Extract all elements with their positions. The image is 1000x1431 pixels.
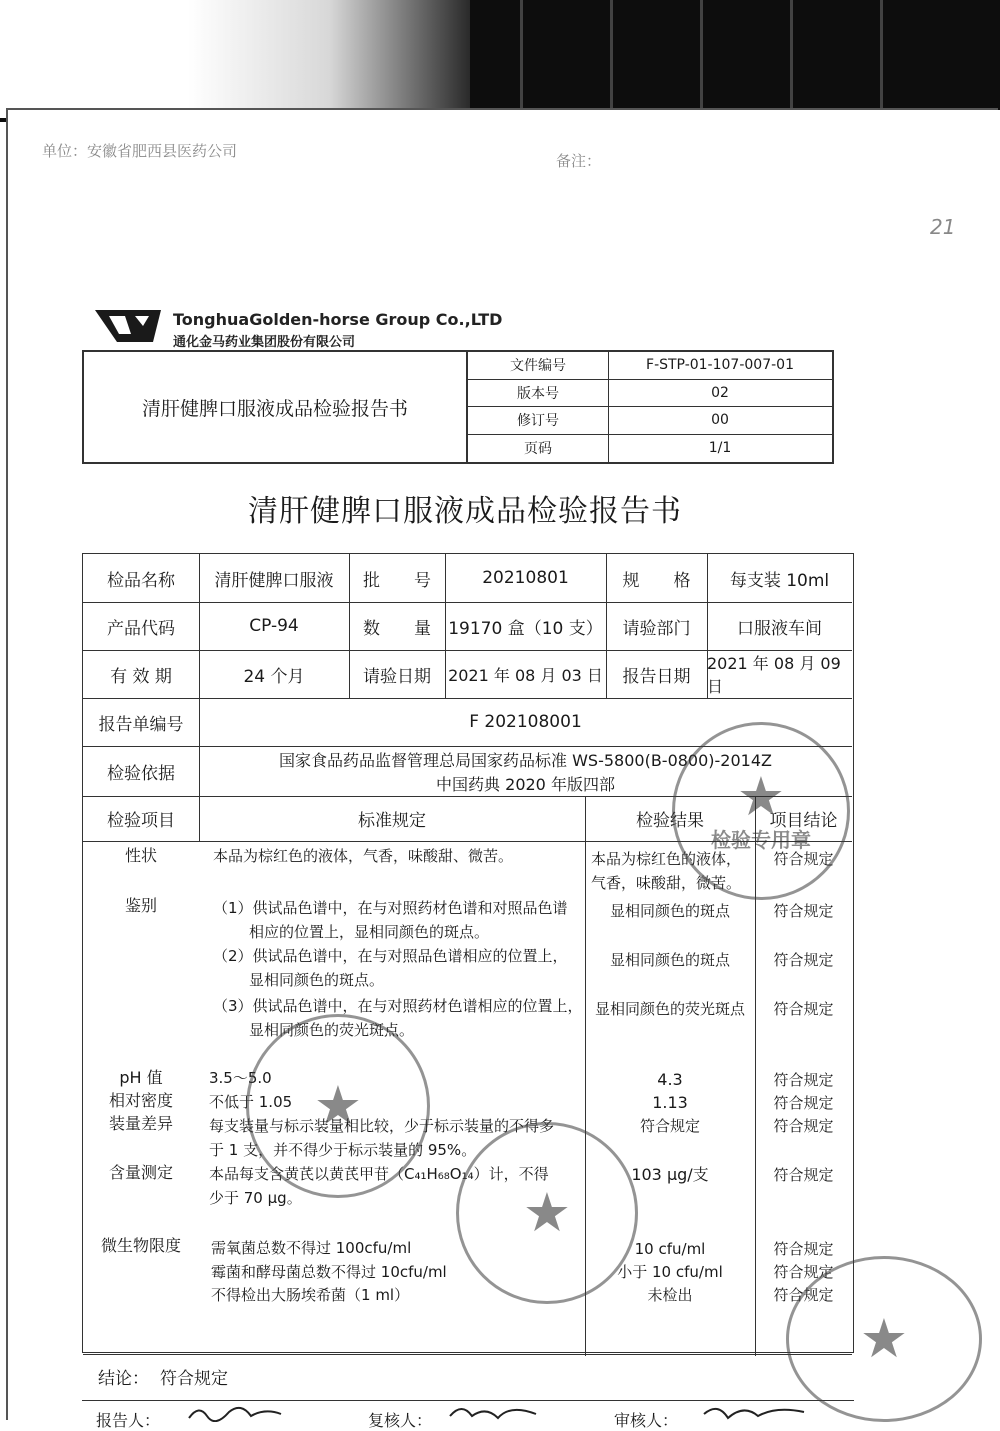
request-date-label: 请验日期 <box>363 666 431 687</box>
test-standard: 不低于 1.05 <box>209 1093 293 1111</box>
basis-line-2: 中国药典 2020 年版四部 <box>436 774 615 794</box>
qty-value: 19170 盒（10 支） <box>448 618 603 639</box>
test-conclusion: 符合规定 <box>773 1240 834 1258</box>
star-icon: ★ <box>736 764 786 828</box>
test-result: 本品为棕红色的液体， <box>591 850 742 868</box>
report-date-label: 报告日期 <box>622 666 691 687</box>
test-name: 性状 <box>124 846 157 865</box>
test-standard: 3.5～5.0 <box>209 1069 272 1087</box>
approver-signature <box>700 1400 810 1428</box>
test-conclusion: 符合规定 <box>773 1286 834 1304</box>
col-item: 检验项目 <box>107 811 175 831</box>
test-result: 103 μg/支 <box>631 1165 709 1184</box>
company-name-en: TonghuaGolden-horse Group Co.,LTD <box>173 310 503 329</box>
qty-label: 数 量 <box>363 618 431 639</box>
form-label: 修订号 <box>468 407 609 434</box>
test-standard: （2）供试品色谱中，在与对照品色谱相应的位置上， <box>213 947 568 965</box>
test-standard: 不得检出大肠埃希菌（1 ml） <box>211 1286 410 1304</box>
reporter-signature <box>185 1400 295 1428</box>
report-title: 清肝健脾口服液成品检验报告书 <box>248 494 682 529</box>
basis-label: 检验依据 <box>107 763 175 784</box>
basis-line-1: 国家食品药品监督管理总局国家药品标准 WS-5800(B-0800)-2014Z <box>279 750 772 770</box>
form-value: 1/1 <box>708 440 732 457</box>
form-row-doc-no <box>468 352 832 380</box>
company-logo <box>95 306 161 346</box>
test-conclusion: 符合规定 <box>773 1094 834 1112</box>
test-standard: 本品每支含黄芪以黄芪甲苷（C₄₁H₆₈O₁₄）计，不得 <box>209 1165 549 1183</box>
test-name: 装量差异 <box>108 1114 173 1133</box>
star-icon: ★ <box>313 1074 363 1137</box>
batch-label: 批 号 <box>363 570 431 591</box>
test-name: 鉴别 <box>124 896 157 915</box>
report-no-value: F 202108001 <box>469 712 582 732</box>
conclusion-value: 符合规定 <box>160 1369 228 1389</box>
form-header-table <box>82 350 834 464</box>
expiry-value: 24 个月 <box>243 666 305 687</box>
form-label: 页码 <box>468 435 609 463</box>
test-standard: 显相同颜色的斑点。 <box>249 971 385 989</box>
approver-label: 审核人： <box>614 1411 679 1430</box>
test-name: 相对密度 <box>108 1091 173 1110</box>
test-standard: 每支装量与标示装量相比较，少于标示装量的不得多 <box>209 1117 555 1135</box>
company-name-cn: 通化金马药业集团股份有限公司 <box>173 335 356 350</box>
test-standard: 显相同颜色的荧光斑点。 <box>249 1021 415 1039</box>
page-note: 21 <box>930 215 956 239</box>
star-icon: ★ <box>859 1307 909 1370</box>
test-conclusion: 符合规定 <box>773 1263 834 1281</box>
test-result: 显相同颜色的斑点 <box>609 951 730 969</box>
form-title: 清肝健脾口服液成品检验报告书 <box>84 352 468 462</box>
checker-signature <box>446 1400 546 1428</box>
col-standard: 标准规定 <box>358 811 426 831</box>
unit-label: 单位：安徽省肥西县医药公司 <box>42 142 238 160</box>
request-date-value: 2021 年 08 月 03 日 <box>448 665 603 685</box>
conclusion-label: 结论： <box>98 1369 149 1389</box>
code-value: CP-94 <box>249 616 299 636</box>
form-row-revision <box>468 407 832 435</box>
form-row-version <box>468 380 832 408</box>
test-conclusion: 符合规定 <box>773 902 834 920</box>
distributor-seal <box>786 1256 982 1422</box>
test-standard: 于 1 支，并不得少于标示装量的 95%。 <box>209 1141 477 1159</box>
spec-label: 规 格 <box>622 570 691 591</box>
col-result: 检验结果 <box>636 811 704 831</box>
dept-value: 口服液车间 <box>737 618 822 639</box>
test-standard: 需氧菌总数不得过 100cfu/ml <box>211 1239 412 1257</box>
stamp-text: 检验专用章 <box>711 827 811 852</box>
test-result: 小于 10 cfu/ml <box>617 1263 723 1281</box>
test-conclusion: 符合规定 <box>773 951 834 969</box>
test-standard: 霉菌和酵母菌总数不得过 10cfu/ml <box>211 1263 447 1281</box>
product-name-label: 检品名称 <box>107 570 175 591</box>
test-result: 10 cfu/ml <box>634 1240 706 1258</box>
form-label: 版本号 <box>468 380 609 407</box>
test-result: 气香，味酸甜，微苦。 <box>591 874 742 892</box>
checker-label: 复核人： <box>368 1411 433 1430</box>
form-row-page <box>468 435 832 463</box>
test-standard: 少于 70 μg。 <box>209 1189 302 1207</box>
form-value: 00 <box>711 412 729 429</box>
test-result: 1.13 <box>652 1093 688 1112</box>
test-name: pH 值 <box>119 1068 163 1087</box>
reporter-label: 报告人： <box>96 1411 161 1430</box>
form-value: 02 <box>711 384 729 401</box>
scan-edge <box>0 0 1000 122</box>
test-standard: 相应的位置上，显相同颜色的斑点。 <box>249 923 490 941</box>
spec-value: 每支装 10ml <box>729 570 830 591</box>
test-result: 显相同颜色的斑点 <box>609 902 730 920</box>
test-result: 符合规定 <box>639 1117 700 1135</box>
product-name: 清肝健脾口服液 <box>214 570 334 591</box>
test-standard: 本品为棕红色的液体，气香，味酸甜、微苦。 <box>213 847 514 865</box>
inspection-stamp <box>672 722 850 900</box>
test-name: 含量测定 <box>108 1163 173 1182</box>
test-standard: （1）供试品色谱中，在与对照药材色谱和对照品色谱 <box>213 899 568 917</box>
test-conclusion: 符合规定 <box>773 1071 834 1089</box>
form-value: F-STP-01-107-007-01 <box>646 357 794 374</box>
star-icon: ★ <box>522 1181 572 1244</box>
company-seal-2 <box>456 1122 638 1304</box>
remark-label: 备注： <box>556 152 602 170</box>
test-result: 显相同颜色的荧光斑点 <box>594 1000 745 1018</box>
test-result: 4.3 <box>657 1070 683 1089</box>
form-label: 文件编号 <box>468 352 609 379</box>
dept-label: 请验部门 <box>622 618 691 639</box>
test-result: 未检出 <box>647 1286 693 1304</box>
test-conclusion: 符合规定 <box>773 1166 834 1184</box>
test-conclusion: 符合规定 <box>773 1000 834 1018</box>
test-conclusion: 符合规定 <box>773 1117 834 1135</box>
report-date-value: 2021 年 08 月 09 日 <box>707 654 841 696</box>
report-no-label: 报告单编号 <box>98 714 184 735</box>
batch-value: 20210801 <box>482 568 569 588</box>
test-name: 微生物限度 <box>100 1236 181 1255</box>
col-conclusion: 项目结论 <box>769 811 838 831</box>
company-seal-1 <box>246 1014 430 1198</box>
test-standard: （3）供试品色谱中，在与对照药材色谱相应的位置上， <box>213 997 583 1015</box>
test-conclusion: 符合规定 <box>773 850 834 868</box>
expiry-label: 有 效 期 <box>110 666 172 687</box>
code-label: 产品代码 <box>107 618 175 639</box>
